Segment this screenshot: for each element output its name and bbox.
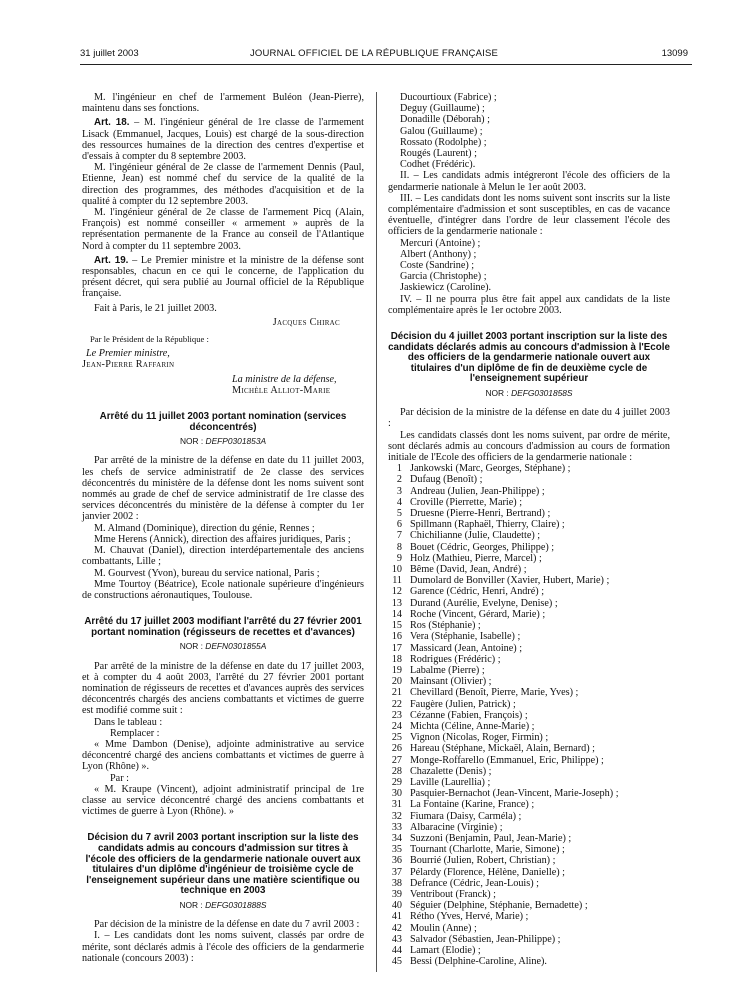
candidate-name: Cézanne (Fabien, François) ; [410,709,528,721]
candidate-name: Bême (David, Jean, André) ; [410,564,527,576]
article-18 [82,117,364,162]
rank-number: 13 [391,597,402,609]
article-label: Art. 18. [94,117,130,129]
ranked-list-item [388,687,670,698]
candidate-name: Holz (Mathieu, Pierre, Marcel) ; [410,552,542,564]
rank-number: 21 [391,687,402,699]
rank-number: 44 [391,944,402,956]
candidate-name: Druesne (Pierre-Henri, Bertrand) ; [410,508,551,520]
ranked-list-item [388,766,670,777]
rank-number: 16 [391,631,402,643]
ranked-list-item [388,463,670,474]
rank-number: 11 [392,575,402,587]
section-title: Décision du 4 juillet 2003 portant inscription sur la liste des candidats déclarés admis au concours d'admission à l'Ecole des officiers de la gendarmerie nationale ouvert aux titulaires d'un diplôme de fin de deuxième cycle de l'enseignement supérieur [388,331,670,385]
ranked-list-item [388,867,670,878]
candidate-name: Suzzoni (Benjamin, Paul, Jean-Marie) ; [410,832,572,844]
ranked-list-item [388,721,670,732]
article-label: Art. 19. [94,254,129,266]
list-item: Mercuri (Antoine) ; [400,237,481,249]
ranked-list-item [388,710,670,721]
list-item: Donadille (Déborah) ; [400,114,490,126]
paragraph: IV. – Il ne pourra plus être fait appel aux candidats de la liste complémentaire après le 1er octobre 2003. [388,293,670,316]
ranked-list-item [388,777,670,788]
paragraph: II. – Les candidats admis intégreront l'école des officiers de la gendarmerie nationale à Melun le 1er août 2003. [388,170,670,193]
candidate-name: Salvador (Sébastien, Jean-Philippe) ; [410,933,561,945]
rank-number: 29 [391,776,402,788]
paragraph: M. l'ingénieur général de 2e classe de l'armement Picq (Alain, François) est nommé conseiller « armement » auprès de la représentation permanente de la France au conseil de l'Atlantique Nord à compter du 11 septembre 2003. [82,207,364,252]
rank-number: 40 [391,900,402,912]
candidate-name: Ventribout (Franck) ; [410,888,497,900]
ranked-list-item [388,474,670,485]
rank-number: 38 [391,877,402,889]
rank-number: 2 [396,474,402,486]
list-item: Albert (Anthony) ; [400,248,477,260]
ranked-list-item [388,676,670,687]
paragraph: M. Chauvat (Daniel), direction interdépartementale des anciens combattants, Lille ; [82,545,364,568]
ranked-list-item [388,564,670,575]
paragraph: M. Almand (Dominique), direction du génie, Rennes ; [94,522,315,534]
prime-minister-title: Le Premier ministre, [86,348,170,360]
candidate-name: Vignon (Nicolas, Roger, Firmin) ; [410,732,549,744]
candidate-name: Andreau (Julien, Jean-Philippe) ; [410,485,545,497]
candidate-name: Jankowski (Marc, Georges, Stéphane) ; [410,463,571,475]
ranked-list-item [388,844,670,855]
rank-number: 28 [391,765,402,777]
ranked-list-item [388,788,670,799]
rank-number: 39 [391,888,402,900]
nor-label: NOR : [179,436,206,447]
candidate-name: Chazalette (Denis) ; [410,765,492,777]
ranked-list-item [388,665,670,676]
par-le-president: Par le Président de la République : [90,334,209,345]
ranked-list-item [388,530,670,541]
rank-number: 24 [391,720,402,732]
rank-number: 10 [391,564,402,576]
rank-number: 18 [391,653,402,665]
ranked-list-item [388,620,670,631]
list-item: Coste (Sandrine) ; [400,260,475,272]
paragraph: M. l'ingénieur en chef de l'armement Buléon (Jean-Pierre), maintenu dans ses fonctions. [82,92,364,115]
candidate-name: Spillmann (Raphaël, Thierry, Claire) ; [410,519,565,531]
nor-label: NOR : [179,641,206,652]
ranked-list-item [388,923,670,934]
ranked-list-item [388,956,670,967]
list-item: Garcia (Christophe) ; [400,271,487,283]
candidate-name: Albaracine (Virginie) ; [410,821,503,833]
candidate-name: Chevillard (Benoît, Pierre, Marie, Yves) ; [410,687,579,699]
ranked-list-item [388,799,670,810]
rank-number: 26 [391,743,402,755]
rank-number: 19 [391,664,402,676]
rank-number: 37 [391,866,402,878]
rank-number: 23 [391,709,402,721]
candidate-name: Michta (Céline, Anne-Marie) ; [410,720,535,732]
candidate-name: Rodrigues (Frédéric) ; [410,653,501,665]
list-item: Codhet (Frédéric). [400,159,476,171]
candidate-name: Pasquier-Bernachot (Jean-Vincent, Marie-Joseph) ; [410,788,619,800]
ranked-list-item [388,486,670,497]
ranked-list-item [388,631,670,642]
ranked-list-item [388,900,670,911]
ranked-list-item [388,508,670,519]
paragraph: Remplacer : [110,727,160,739]
candidate-name: Lamart (Elodie) ; [410,944,481,956]
ranked-list-item [388,878,670,889]
paragraph: Par décision de la ministre de la défense en date du 4 juillet 2003 : [388,407,670,430]
candidate-name: Bourrié (Julien, Robert, Christian) ; [410,855,556,867]
nor-code: DEFG0301858S [511,388,573,399]
column-divider [376,92,377,972]
candidate-name: Durand (Aurélie, Evelyne, Denise) ; [410,597,558,609]
date-place: Fait à Paris, le 21 juillet 2003. [94,302,217,314]
candidate-name: Séguier (Delphine, Stéphanie, Bernadette) ; [410,900,588,912]
article-text: – M. l'ingénieur général de 1re classe de l'armement Lisack (Emmanuel, Jacques, Louis) est chargé de la sous-direction des ressources humaines de la direction des centres d'expertise et d'essais à compter du 8 septembre 2003. [82,117,364,163]
list-item: Deguy (Guillaume) ; [400,103,485,115]
section-title: Décision du 7 avril 2003 portant inscription sur la liste des candidats admis au concours d'admission sur titres à l'école des officiers de la gendarmerie nationale ouvert aux titulaires d'un diplôme d'ingénieur de troisième cycle de l'enseignement supérieur dans une matière scientifique ou technique en 2003 [85,832,361,897]
nor-code: DEFG0301888S [205,899,267,910]
nor-reference [82,900,364,911]
candidate-name: Faugère (Julien, Patrick) ; [410,698,516,710]
ranked-list-item [388,643,670,654]
paragraph: Mme Tourtoy (Béatrice), Ecole nationale supérieure d'ingénieurs de constructions aéronautiques, Toulouse. [82,578,364,601]
rank-number: 31 [391,799,402,811]
candidate-name: Dufaug (Benoît) ; [410,474,483,486]
candidate-name: Tournant (Charlotte, Marie, Simone) ; [410,844,565,856]
candidate-name: Dumolard de Bonviller (Xavier, Hubert, Marie) ; [410,575,610,587]
rank-number: 5 [396,508,402,520]
header-page-number: 13099 [661,48,688,59]
ranked-list-item [388,855,670,866]
paragraph: Par : [110,772,129,784]
rank-number: 3 [396,485,402,497]
ranked-list-item [388,934,670,945]
candidate-name: Ros (Stéphanie) ; [410,620,481,632]
ranked-list-item [388,811,670,822]
paragraph: Les candidats classés dont les noms suivent, par ordre de mérite, sont déclarés admis au concours d'admission au cours de formation initiale de l'Ecole des officiers de la gendarmerie nationale : [388,429,670,464]
nor-reference [82,436,364,447]
ranked-list-item [388,586,670,597]
candidate-name: Moulin (Anne) ; [410,922,477,934]
rank-number: 9 [396,552,402,564]
admitted-list [388,92,670,170]
paragraph: Dans le tableau : [94,716,163,728]
rank-number: 41 [391,911,402,923]
rank-number: 15 [391,620,402,632]
candidate-name: Fiumara (Daisy, Carméla) ; [410,810,522,822]
ranked-list-item [388,497,670,508]
ranked-list-item [388,654,670,665]
ranked-list-item [388,743,670,754]
ranked-list-item [388,732,670,743]
candidate-name: Vera (Stéphanie, Isabelle) ; [410,631,521,643]
ranked-list-item [388,553,670,564]
rank-number: 27 [391,754,402,766]
paragraph: Par arrêté de la ministre de la défense en date du 17 juillet 2003, et à compter du 4 août 2003, l'arrêté du 27 février 2001 portant nomination de régisseurs de recettes et d'avances auprès des services déconcentrés chargés des anciens combattants et victimes de guerre est modifié comme suit : [82,660,364,717]
nor-reference [82,641,364,652]
candidate-name: Roche (Vincent, Gérard, Marie) ; [410,608,546,620]
candidate-name: Defrance (Cédric, Jean-Louis) ; [410,877,539,889]
paragraph: « Mme Dambon (Denise), adjointe administrative au service déconcentré chargé des anciens combattants et victimes de guerre à Lyon (Rhône) ». [82,738,364,773]
candidate-name: Monge-Roffarello (Emmanuel, Eric, Philippe) ; [410,754,604,766]
rank-number: 32 [391,810,402,822]
header-rule [80,64,692,65]
nor-code: DEFN0301855A [205,641,267,652]
left-column [82,92,364,964]
ranked-list-item [388,609,670,620]
rank-number: 20 [391,676,402,688]
candidate-name: Mainsant (Olivier) ; [410,676,492,688]
rank-number: 34 [391,832,402,844]
article-19 [82,255,364,300]
rank-number: 17 [391,642,402,654]
candidate-name: Laville (Laurellia) ; [410,776,491,788]
ranked-list-item [388,755,670,766]
running-header [60,48,688,62]
candidate-name: Pélardy (Florence, Hélène, Danielle) ; [410,866,566,878]
ranked-list-item [388,598,670,609]
rank-number: 1 [396,463,402,475]
ranked-list-item [388,945,670,956]
list-item: Rougés (Laurent) ; [400,148,477,160]
section-title: Arrêté du 11 juillet 2003 portant nomination (services déconcentrés) [99,411,347,433]
rank-number: 8 [396,541,402,553]
candidate-name: Bessi (Delphine-Caroline, Aline). [410,956,547,968]
list-item: Jaskiewicz (Caroline). [400,282,492,294]
ranked-list-item [388,519,670,530]
rank-number: 25 [391,732,402,744]
rank-number: 35 [391,844,402,856]
candidate-name: Garence (Cédric, Henri, André) ; [410,586,545,598]
candidate-name: Massicard (Jean, Antoine) ; [410,642,523,654]
paragraph: Par arrêté de la ministre de la défense en date du 11 juillet 2003, les chefs de service administratif de 2e classe des services déconcentrés du ministère de la défense dont les noms suivent sont nommés au grade de chef de service administratif de 1re classe des services déconcentrés du ministère de la défense à compter du 1er janvier 2002 : [82,455,364,523]
ranked-list-item [388,833,670,844]
ranked-list-item [388,542,670,553]
paragraph: « M. Kraupe (Vincent), adjoint administratif principal de 1re classe au service déconcentré chargé des anciens combattants et victimes de guerre à Lyon (Rhône). » [82,783,364,818]
ranked-list [388,463,670,967]
paragraph: Mme Herens (Annick), direction des affaires juridiques, Paris ; [94,533,351,545]
candidate-name: Rétho (Yves, Hervé, Marie) ; [410,911,529,923]
rank-number: 43 [391,933,402,945]
candidate-name: Croville (Pierrette, Marie) ; [410,496,523,508]
rank-number: 42 [391,922,402,934]
ranked-list-item [388,699,670,710]
rank-number: 45 [391,956,402,968]
prime-minister-name: Jean-Pierre Raffarin [82,359,175,371]
rank-number: 33 [391,821,402,833]
list-item: Ducourtioux (Fabrice) ; [400,92,497,103]
rank-number: 36 [391,855,402,867]
candidate-name: Labalme (Pierre) ; [410,664,485,676]
section-title: Arrêté du 17 juillet 2003 modifiant l'arrêté du 27 février 2001 portant nomination (régisseurs de recettes et d'avances) [84,616,362,638]
header-journal-title: JOURNAL OFFICIEL DE LA RÉPUBLIQUE FRANÇAISE [249,48,499,59]
rank-number: 6 [396,519,402,531]
signatory-president: Jacques Chirac [272,316,340,328]
rank-number: 7 [396,530,402,542]
paragraph: M. l'ingénieur général de 2e classe de l'armement Dennis (Paul, Etienne, Jean) est nommé chef du service de la qualité de la direction des programmes, des méthodes d'acquisition et de la qualité à compter du 12 septembre 2003. [82,162,364,207]
rank-number: 12 [391,586,402,598]
defense-minister-name: Michèle Alliot-Marie [232,384,331,396]
paragraph: III. – Les candidats dont les noms suivent sont inscrits sur la liste complémentaire d'admission et sont susceptibles, en cas de vacance éventuelle, d'intégrer dans l'ordre de leur classement l'école des officiers de la gendarmerie nationale : [388,192,670,238]
list-item: Rossato (Rodolphe) ; [400,136,487,148]
defense-minister-title: La ministre de la défense, [232,373,337,385]
paragraph: I. – Les candidats dont les noms suivent, classés par ordre de mérite, sont déclarés admis à l'école des officiers de la gendarmerie nationale (concours 2003) : [82,930,364,964]
ranked-list-item [388,889,670,900]
rank-number: 30 [391,788,402,800]
candidate-name: La Fontaine (Karine, France) ; [410,799,535,811]
paragraph: Par décision de la ministre de la défense en date du 7 avril 2003 : [94,919,360,931]
ranked-list-item [388,575,670,586]
rank-number: 22 [391,698,402,710]
ranked-list-item [388,822,670,833]
nor-reference [388,388,670,399]
list-item: Galou (Guillaume) ; [400,125,483,137]
paragraph: M. Gourvest (Yvon), bureau du service national, Paris ; [94,567,320,579]
article-text: – Le Premier ministre et la ministre de la défense sont responsables, chacun en ce qui le concerne, de l'application du présent décret, qui sera publié au Journal officiel de la République française. [82,254,364,300]
candidate-name: Bouet (Cédric, Georges, Philippe) ; [410,541,555,553]
ranked-list-item [388,911,670,922]
rank-number: 4 [396,496,402,508]
nor-code: DEFP0301853A [205,436,267,447]
candidate-name: Hareau (Stéphane, Mickaël, Alain, Bernard) ; [410,743,596,755]
rank-number: 14 [391,608,402,620]
header-date: 31 juillet 2003 [80,48,139,59]
nor-label: NOR : [179,899,206,910]
complementary-list [388,238,670,294]
right-column [388,92,670,967]
candidate-name: Chichilianne (Julie, Claudette) ; [410,530,541,542]
nor-label: NOR : [485,388,512,399]
